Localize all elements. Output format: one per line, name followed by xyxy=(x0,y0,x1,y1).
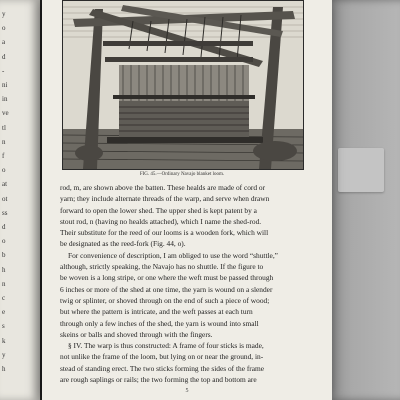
facing-page-line: n xyxy=(2,137,6,146)
body-text-line: Their substitute for the reed of our looms is a wooden fork, which will xyxy=(60,228,269,238)
facing-page-line: c xyxy=(2,294,6,302)
body-text-line: twig or splinter, or shoved through on the end of such a piece of wood; xyxy=(60,295,270,305)
page-number: 5 xyxy=(185,388,189,394)
facing-page-line: d xyxy=(2,52,6,61)
facing-page-line: a xyxy=(2,38,6,47)
loom-engraving xyxy=(63,1,303,169)
figure-caption: FIG. 45.—Ordinary Navajo blanket loom. xyxy=(139,172,225,177)
facing-page-line: b xyxy=(2,251,6,260)
facing-page-line: f xyxy=(2,152,5,160)
body-text-line: be woven is a long stripe, or one where the weft must be passed through xyxy=(60,273,274,283)
body-text-line: rod, m, are shown above the batten. These healds are made of cord or xyxy=(60,183,266,192)
facing-page-line: d xyxy=(2,223,6,231)
facing-page-line: ss xyxy=(2,208,8,217)
body-text-line: are rough saplings or rails; the two forming the top and bottom are xyxy=(60,375,257,384)
facing-page-line: e xyxy=(2,308,6,317)
body-text-line: For convenience of description, I am obliged to use the word “shuttle,” xyxy=(68,250,278,260)
facing-page xyxy=(0,0,40,400)
binder-tab xyxy=(338,148,384,192)
body-text-line: § IV. The warp is thus constructed: A frame of four sticks is made, xyxy=(68,341,264,351)
facing-page-line: - xyxy=(2,66,5,75)
body-text-line: yarn; they include alternate threads of the warp, and serve when drawn xyxy=(60,194,270,204)
facing-page-line: y xyxy=(2,10,6,18)
facing-page-line: k xyxy=(2,336,6,345)
body-text-line: but where the pattern is intricate, and the weft passes at each turn xyxy=(60,307,253,317)
facing-page-line: ot xyxy=(2,194,8,203)
body-text-line: through only a few inches of the shed, the yarn is wound into small xyxy=(60,318,259,328)
facing-page-line: o xyxy=(2,24,6,33)
facing-page-line: tl xyxy=(2,123,6,132)
facing-page-line: s xyxy=(2,322,5,331)
facing-page-line: o xyxy=(2,166,6,175)
body-text xyxy=(60,182,312,384)
body-text-line: 6 inches or more of the shed at one time, the yarn is wound on a slender xyxy=(60,284,273,294)
body-text-line: forward to open the lower shed. The upper shed is kept patent by a xyxy=(60,205,257,215)
facing-page-line: ni xyxy=(2,81,8,89)
body-text-line: stout rod, n (having no healds attached), which I name the shed-rod. xyxy=(60,216,262,226)
body-text-line: not unlike the frame of the loom, but lying on or near the ground, in- xyxy=(60,352,264,362)
facing-page-line: n xyxy=(2,279,6,288)
body-text-line: although, strictly speaking, the Navajo has no shuttle. If the figure to xyxy=(60,262,264,272)
body-text-line: stead of standing erect. The two sticks forming the sides of the frame xyxy=(60,363,265,373)
loom-illustration xyxy=(62,0,304,170)
binder-pocket xyxy=(320,0,400,400)
facing-page-line: y xyxy=(2,350,6,359)
facing-page-line: ve xyxy=(2,109,9,118)
facing-page-line: at xyxy=(2,180,8,189)
book-page xyxy=(42,0,332,400)
facing-page-line: h xyxy=(2,365,6,373)
facing-page-line: h xyxy=(2,265,6,274)
facing-page-line: o xyxy=(2,237,6,246)
facing-page-line: in xyxy=(2,95,8,104)
body-text-line: skeins or balls and shoved through with the fingers. xyxy=(60,329,213,339)
body-text-line: be designated as the reed-fork (Fig. 44, o). xyxy=(60,239,186,249)
